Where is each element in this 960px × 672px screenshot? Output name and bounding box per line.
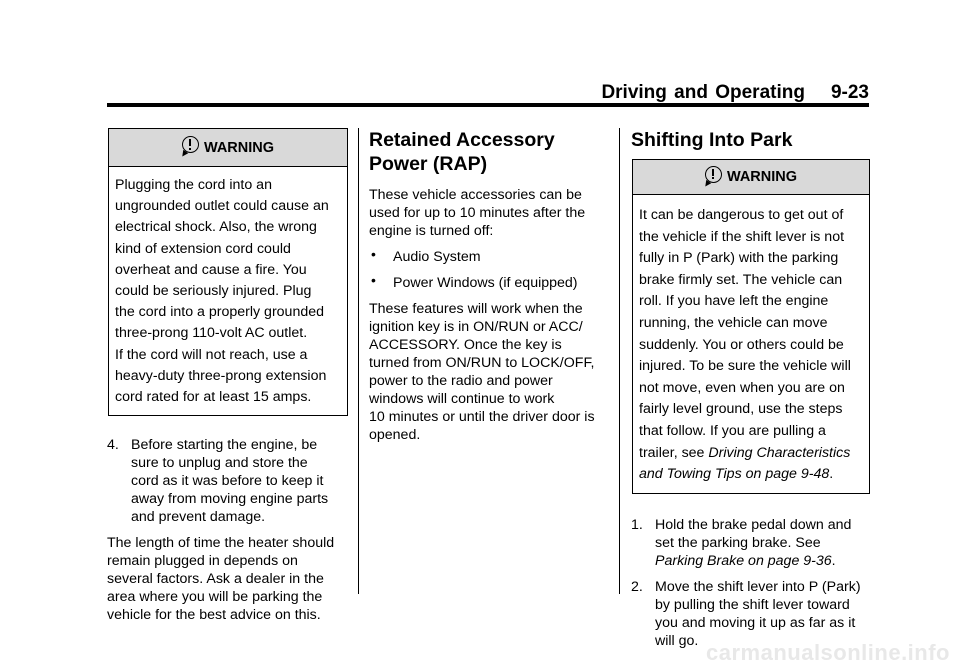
warning-line: not move, even when you are on <box>639 379 845 396</box>
para-line: used for up to 10 minutes after the <box>369 205 586 221</box>
warning-line: running, the vehicle can move <box>639 314 828 331</box>
warning-line: It can be dangerous to get out of <box>639 207 844 223</box>
para-line: area where you will be parking the <box>107 589 323 606</box>
para-line: 10 minutes or until the driver door is <box>369 409 595 425</box>
warning-line: kind of extension cord could <box>115 240 291 257</box>
page-header <box>107 79 869 107</box>
ref-end: . <box>829 466 834 483</box>
column-3 <box>631 128 871 650</box>
para-line: turned from ON/RUN to LOCK/OFF, <box>369 355 595 371</box>
step-line: set the parking brake. See <box>655 534 821 551</box>
page-reference-link[interactable]: Driving Characteristics <box>708 444 851 461</box>
para-line: These vehicle accessories can be <box>369 187 582 203</box>
warning-line: that follow. If you are pulling a <box>639 422 826 439</box>
bullet-text: Audio System <box>393 249 481 265</box>
column-divider <box>358 128 359 594</box>
rap-intro <box>369 186 609 240</box>
step-line: Before starting the engine, be <box>131 437 318 454</box>
warning-line: cord rated for at least 15 amps. <box>115 389 312 406</box>
warning-line: three-prong 110-volt AC outlet. <box>115 325 308 342</box>
heater-paragraph <box>107 534 347 624</box>
warning-text <box>109 167 347 415</box>
rap-paragraph <box>369 300 609 444</box>
warning-header <box>633 160 869 195</box>
warning-line: Plugging the cord into an <box>115 177 272 193</box>
page-reference-link[interactable]: Parking Brake on page 9-36 <box>655 552 832 569</box>
para-line: ignition key is in ON/RUN or ACC/ <box>369 319 583 335</box>
step-number: 4. <box>107 437 119 454</box>
bullet-item <box>369 274 609 292</box>
ref-end: . <box>831 552 836 569</box>
bullet-item <box>369 248 609 266</box>
warning-line: injured. To be sure the vehicle will <box>639 358 851 375</box>
section-title: Driving and Operating <box>601 82 805 103</box>
step-line: by pulling the shift lever toward <box>655 596 850 613</box>
warning-line: the vehicle if the shift lever is not <box>639 228 845 245</box>
warning-line: roll. If you have left the engine <box>639 293 829 310</box>
warning-reference <box>639 443 864 465</box>
para-line: windows will continue to work <box>369 391 555 407</box>
warning-label: WARNING <box>203 139 275 156</box>
bullet-text: Power Windows (if equipped) <box>393 275 578 291</box>
para-line: These features will work when the <box>369 301 583 317</box>
warning-line: fully in P (Park) with the parking <box>639 250 839 267</box>
warning-icon <box>182 136 199 153</box>
para-line: The length of time the heater should <box>107 535 335 552</box>
bullet-icon: • <box>371 246 376 262</box>
warning-line: overheat and cause a fire. You <box>115 261 307 278</box>
para-line: ACCESSORY. Once the key is <box>369 337 562 353</box>
warning-line: electrical shock. Also, the wrong <box>115 219 317 236</box>
header-text <box>601 82 869 104</box>
step-2 <box>631 578 871 650</box>
para-line: engine is turned off: <box>369 223 494 239</box>
step-line: cord as it was before to keep it <box>131 473 324 490</box>
para-line: vehicle for the best advice on this. <box>107 607 321 624</box>
step-line: sure to unplug and store the <box>131 455 308 472</box>
step-1 <box>631 516 871 570</box>
warning-line: ungrounded outlet could cause an <box>115 198 329 215</box>
warning-text <box>633 195 869 493</box>
heading-line: Power (RAP) <box>369 153 488 175</box>
column-2 <box>369 128 609 444</box>
step-line: away from moving engine parts <box>131 491 329 508</box>
column-divider <box>619 128 620 594</box>
section-heading-rap <box>369 128 609 176</box>
para-line: power to the radio and power <box>369 373 553 389</box>
ref-prefix: trailer, see <box>639 444 709 461</box>
step-line: and prevent damage. <box>131 509 266 526</box>
para-line: several factors. Ask a dealer in the <box>107 571 324 588</box>
header-rule <box>107 103 869 107</box>
warning-header <box>109 129 347 167</box>
column-1 <box>107 128 347 624</box>
para-line: opened. <box>369 427 421 443</box>
step-line: you and moving it up as far as it <box>655 614 856 631</box>
section-heading-park: Shifting Into Park <box>631 129 793 151</box>
warning-reference <box>639 464 864 486</box>
warning-label: WARNING <box>726 169 798 185</box>
step-reference <box>655 552 871 570</box>
warning-line: the cord into a properly grounded <box>115 304 325 321</box>
step-line: Move the shift lever into P (Park) <box>655 578 861 595</box>
step-number: 2. <box>631 578 643 595</box>
warning-line: brake firmly set. The vehicle can <box>639 271 843 288</box>
heading-line: Retained Accessory <box>369 129 555 151</box>
warning-box-2 <box>632 159 870 494</box>
warning-line: fairly level ground, use the steps <box>639 401 843 418</box>
page-number: 9-23 <box>830 82 869 103</box>
warning-line: suddenly. You or others could be <box>639 336 844 353</box>
para-line: remain plugged in depends on <box>107 553 298 570</box>
step-line: Hold the brake pedal down and <box>655 516 852 533</box>
warning-line: could be seriously injured. Plug <box>115 283 312 300</box>
page-reference-link[interactable]: and Towing Tips on page 9-48 <box>639 466 830 483</box>
step-line: will go. <box>655 632 699 649</box>
warning-box-1 <box>108 128 348 416</box>
warning-icon <box>705 166 722 183</box>
step-4 <box>107 436 347 526</box>
warning-line: If the cord will not reach, use a <box>115 346 308 363</box>
warning-line: heavy-duty three-prong extension <box>115 367 327 384</box>
watermark-logo: carmanualsonline.info <box>706 640 950 665</box>
bullet-icon: • <box>371 272 376 288</box>
step-number: 1. <box>631 516 643 533</box>
